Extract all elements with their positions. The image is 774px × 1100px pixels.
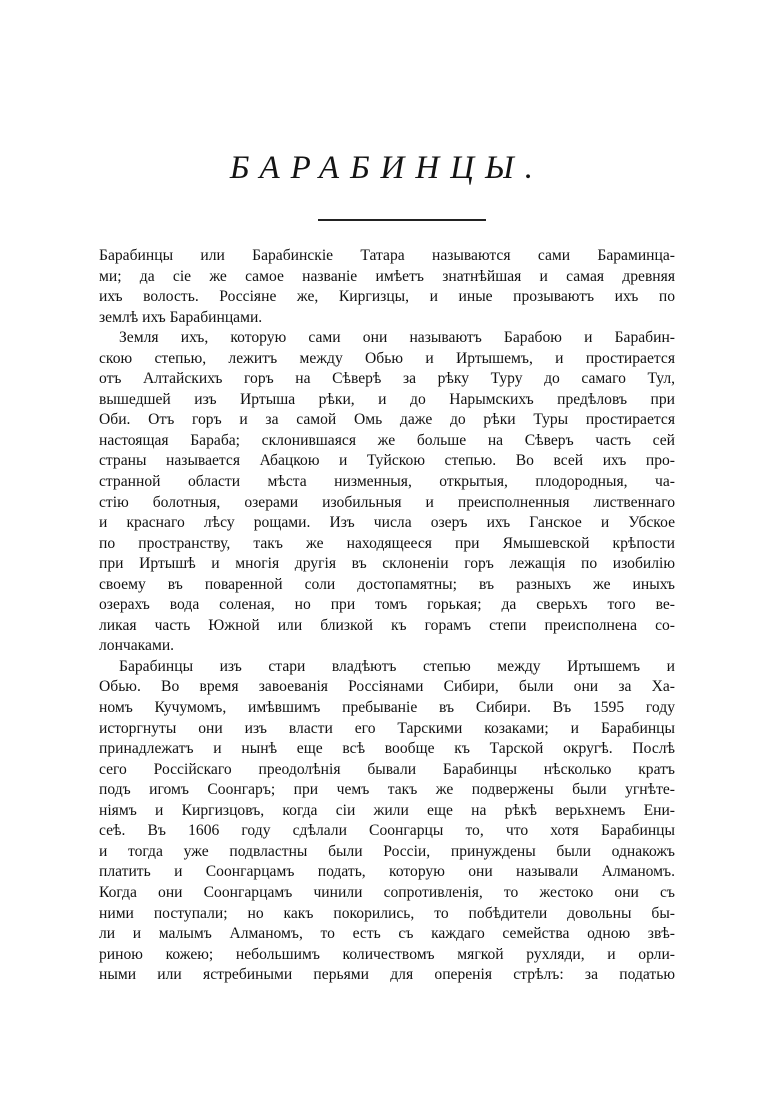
text-line: Обью. Во время завоеванія Россіянами Сибири, были они за Ха- (99, 678, 675, 696)
text-line: ликая часть Южной или близкой къ горамъ степи преисполнена со- (99, 616, 675, 634)
text-line: ли и малымъ Алманомъ, то есть съ каждаго семейства одною звѣ- (99, 925, 675, 943)
text-line: ніямъ и Киргизцовъ, когда сіи жили еще на рѣкѣ верьхнемъ Ени- (99, 801, 675, 819)
text-line: ными или ястребиными перьями для оперенія стрѣлъ: за податью (99, 966, 675, 984)
text-line: стію болотныя, озерами изобильныя и преисполненныя лиственнаго (99, 493, 675, 511)
text-line: озерахъ вода соленая, но при томъ горькая; да сверьхъ того ве- (99, 596, 675, 614)
text-line: страны называется Абацкою и Туйскою степью. Во всей ихъ про- (99, 452, 675, 470)
text-line: по пространству, такъ же находящееся при Ямышевской крѣпости (99, 534, 675, 552)
body-text (99, 246, 675, 986)
text-line: отъ Алтайскихъ горъ на Сѣверѣ за рѣку Туру до самаго Тул, (99, 370, 675, 388)
title-divider (318, 219, 486, 221)
text-line: номъ Кучумомъ, имѣвшимъ пребываніе въ Сибири. Въ 1595 году (99, 699, 675, 717)
text-line: Оби. Отъ горъ и за самой Омь даже до рѣки Туры простирается (99, 411, 675, 429)
text-line: платить и Соонгарцамъ подать, которую они называли Алманомъ. (99, 863, 675, 881)
text-line: принадлежатъ и нынѣ еще всѣ вообще къ Тарской округѣ. Послѣ (99, 740, 675, 758)
text-line: подъ игомъ Соонгаръ; при чемъ такъ же подвержены были угнѣте- (99, 781, 675, 799)
text-line: Барабинцы или Барабинскіе Татара называются сами Бараминца- (99, 247, 675, 264)
text-line: Барабинцы изъ стари владѣютъ степью между Иртышемъ и (119, 657, 675, 675)
text-line: и краснаго лѣсу рощами. Изъ числа озеръ ихъ Ганское и Убское (99, 514, 675, 532)
text-line: своему въ поваренной соли достопамятны; въ разныхъ же иныхъ (99, 575, 675, 593)
text-line: вышедшей изъ Иртыша рѣки, и до Нарымскихъ предѣловъ при (99, 390, 675, 408)
text-line: риною кожею; небольшимъ количествомъ мягкой рухляди, и орли- (99, 945, 675, 963)
text-line: Земля ихъ, которую сами они называютъ Барабою и Барабин- (119, 329, 675, 347)
text-line: исторгнуты они изъ власти его Тарскими козаками; и Барабинцы (99, 719, 675, 737)
text-line: скою степью, лежитъ между Обью и Иртышемъ, и простирается (99, 349, 675, 367)
text-line: землѣ ихъ Барабинцами. (99, 308, 263, 326)
text-line: настоящая Бараба; склонившаяся же больше на Сѣверъ часть сей (99, 431, 675, 449)
text-line: ними поступали; но какъ покорились, то побѣдители довольны бы- (99, 904, 675, 922)
text-line: странной области мѣста низменныя, открытыя, плодородныя, ча- (99, 473, 675, 491)
text-line: и тогда уже подвластны были Россіи, принуждены были однакожъ (99, 842, 675, 860)
text-line: ихъ волость. Россіяне же, Киргизцы, и иные прозываютъ ихъ по (99, 288, 675, 306)
text-line: ми; да сіе же самое названіе имѣетъ знатнѣйшая и самая древняя (99, 267, 675, 285)
text-line: при Иртышѣ и многія другія въ склоненіи горъ лежащія по изобилію (99, 555, 675, 573)
text-line: сего Россійскаго преодолѣнія бывали Барабинцы нѣсколько кратъ (99, 760, 675, 778)
text-line: сеѣ. Въ 1606 году сдѣлали Соонгарцы то, что хотя Барабинцы (99, 822, 675, 840)
text-line: лончаками. (99, 637, 175, 655)
text-line: Когда они Соонгарцамъ чинили сопротивленія, то жестоко они съ (99, 883, 675, 901)
page-title: БАРАБИНЦЫ. (229, 150, 545, 186)
